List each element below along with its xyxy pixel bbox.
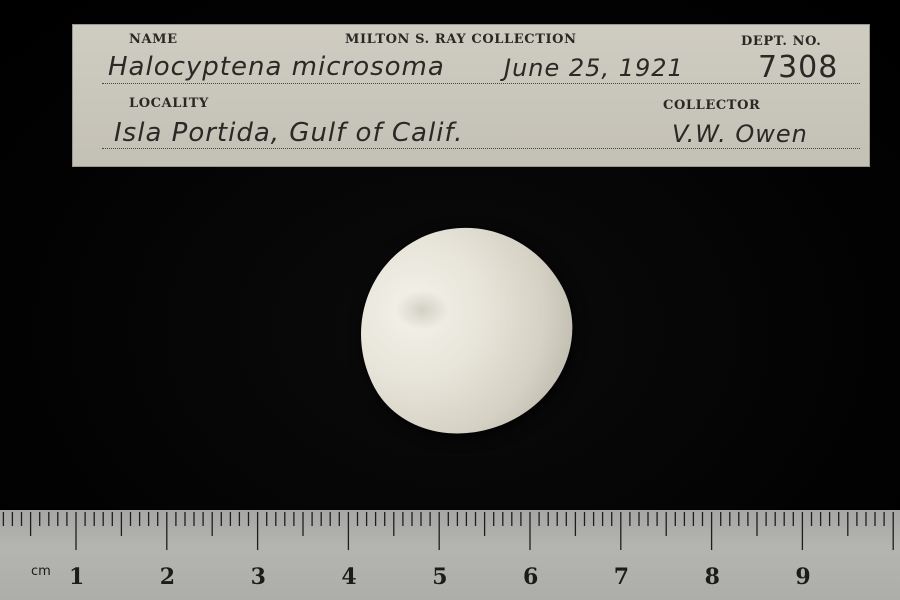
locality-header: LOCALITY [129, 96, 209, 111]
ruler-number: 6 [523, 564, 539, 590]
dept-number-header: DEPT. NO. [741, 34, 822, 49]
egg-marking [395, 290, 449, 330]
collection-label-card [72, 24, 870, 167]
ruler-number: 7 [613, 564, 630, 590]
ruler-ticks [0, 510, 900, 600]
locality-text: Isla Portida, Gulf of Calif. [114, 118, 464, 148]
dept-number: 7308 [758, 50, 839, 85]
ruler-number: 5 [432, 564, 448, 590]
ruler-unit-label: cm [31, 564, 51, 579]
ruler-number: 8 [704, 564, 720, 590]
ruler-number: 3 [250, 564, 266, 590]
collection-header: MILTON S. RAY COLLECTION [345, 32, 577, 47]
ruler-number: 9 [795, 564, 811, 590]
egg-specimen [323, 190, 607, 470]
collector-header: COLLECTOR [663, 98, 761, 113]
label-rule-2 [102, 148, 860, 149]
ruler-number: 1 [69, 564, 85, 590]
label-rule-1 [102, 83, 860, 84]
ruler-number: 4 [341, 564, 357, 590]
species-name: Halocyptena microsoma [108, 52, 445, 82]
name-header: NAME [129, 32, 178, 47]
ruler-number: 2 [159, 564, 176, 590]
measurement-ruler [0, 510, 900, 600]
collection-date: June 25, 1921 [504, 54, 684, 82]
collector-name: V.W. Owen [672, 120, 808, 148]
